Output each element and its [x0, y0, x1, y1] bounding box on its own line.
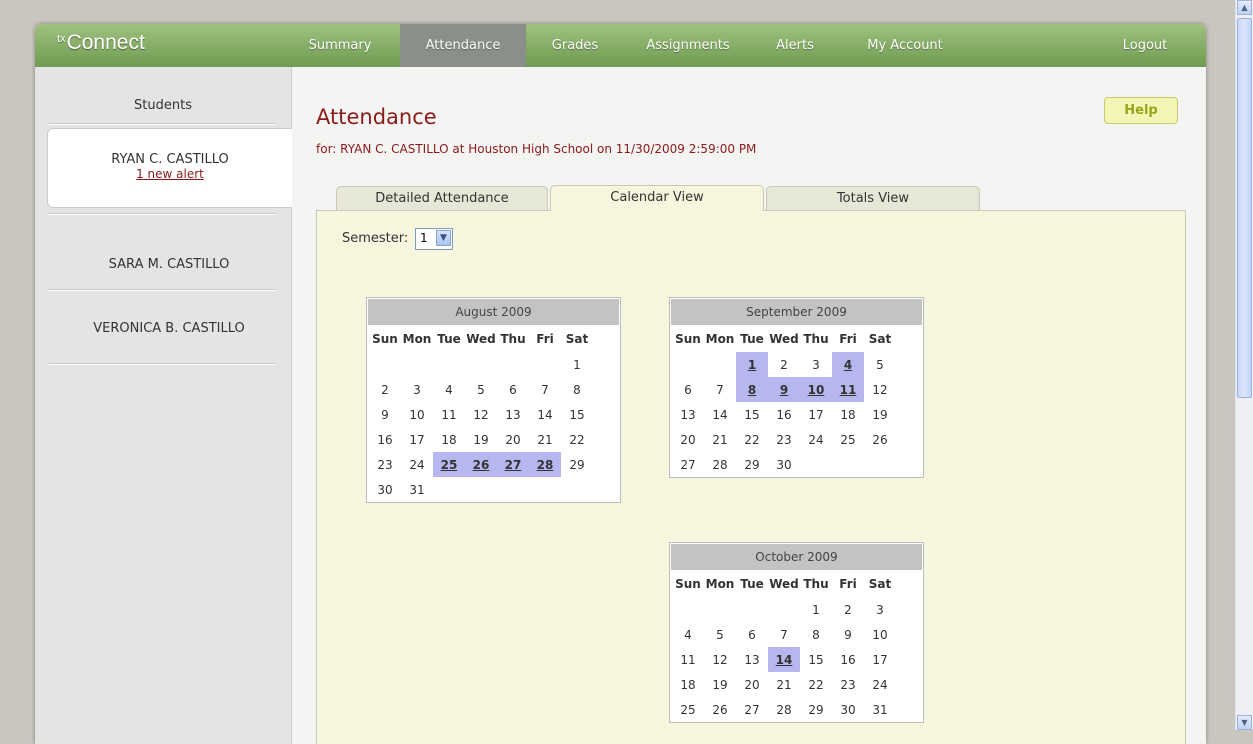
divider [49, 123, 275, 125]
calendar-day [672, 352, 704, 377]
calendar-month-title: September 2009 [671, 299, 922, 325]
calendar-day: 25 [680, 702, 696, 717]
calendar-day: 19 [872, 407, 888, 422]
student-item-veronica[interactable]: VERONICA B. CASTILLO [93, 321, 245, 336]
tab-detailed-attendance[interactable]: Detailed Attendance [336, 186, 548, 210]
weekday-header: Wed [466, 332, 496, 346]
calendar-day: 15 [744, 407, 760, 422]
weekday-header: Fri [839, 332, 857, 346]
calendar-day: 23 [840, 677, 856, 692]
calendar-day: 8 [573, 382, 581, 397]
calendar-day: 22 [569, 432, 585, 447]
absence-day-link[interactable]: 28 [529, 452, 561, 477]
calendar-day: 5 [477, 382, 485, 397]
calendar-day [704, 597, 736, 622]
nav-my-account[interactable]: My Account [867, 38, 943, 53]
calendar-day: 17 [808, 407, 824, 422]
nav-assignments[interactable]: Assignments [646, 38, 730, 53]
weekday-header: Tue [740, 332, 764, 346]
calendar-day [497, 352, 529, 377]
calendar-day [864, 452, 896, 477]
calendar-day: 26 [712, 702, 728, 717]
calendar-day: 11 [680, 652, 696, 667]
new-alert-link[interactable]: 1 new alert [136, 167, 204, 181]
calendar-day: 18 [441, 432, 457, 447]
calendar-month-title: August 2009 [368, 299, 619, 325]
txconnect-logo[interactable] [57, 31, 145, 55]
calendar-day: 19 [712, 677, 728, 692]
absence-day-link[interactable]: 8 [736, 377, 768, 402]
calendar-day [433, 477, 465, 502]
calendar-day: 3 [413, 382, 421, 397]
calendar-day: 4 [684, 627, 692, 642]
chevron-down-icon[interactable]: ▼ [436, 230, 451, 246]
calendar-day: 29 [569, 457, 585, 472]
absence-day-link[interactable]: 26 [465, 452, 497, 477]
calendar-day: 22 [808, 677, 824, 692]
calendar-day: 29 [744, 457, 760, 472]
divider [49, 363, 275, 365]
calendar-day [736, 597, 768, 622]
calendar-day: 20 [680, 432, 696, 447]
semester-value: 1 [420, 231, 428, 245]
calendar-day: 20 [744, 677, 760, 692]
absence-day-link[interactable]: 14 [768, 647, 800, 672]
calendar-day: 2 [780, 357, 788, 372]
calendar-day: 8 [812, 627, 820, 642]
absence-day-link[interactable]: 4 [832, 352, 864, 377]
tab-totals-view[interactable]: Totals View [766, 186, 980, 210]
calendar-day: 16 [377, 432, 393, 447]
calendar-day: 24 [872, 677, 888, 692]
calendar-day [529, 352, 561, 377]
calendar-day: 4 [445, 382, 453, 397]
calendar-day: 5 [876, 357, 884, 372]
absence-day-link[interactable]: 27 [497, 452, 529, 477]
calendar-day [433, 352, 465, 377]
calendar-day [529, 477, 561, 502]
weekday-header: Tue [740, 577, 764, 591]
absence-day-link[interactable]: 25 [433, 452, 465, 477]
logout-link[interactable]: Logout [1122, 38, 1168, 53]
calendar-day: 15 [569, 407, 585, 422]
calendar-day: 30 [377, 482, 393, 497]
weekday-header: Thu [803, 332, 829, 346]
calendar-day: 23 [377, 457, 393, 472]
page-title: Attendance [316, 105, 437, 129]
calendar-day: 21 [537, 432, 553, 447]
calendar-day: 10 [409, 407, 425, 422]
calendar-day: 12 [872, 382, 888, 397]
calendar-day: 3 [876, 602, 884, 617]
scrollbar-thumb[interactable] [1237, 18, 1252, 398]
weekday-header: Sat [868, 577, 892, 591]
calendar-day: 17 [872, 652, 888, 667]
calendar-day: 9 [381, 407, 389, 422]
calendar-day: 3 [812, 357, 820, 372]
month-calendar-october [669, 542, 924, 723]
calendar-day: 12 [473, 407, 489, 422]
calendar-day: 26 [872, 432, 888, 447]
tab-calendar-view[interactable]: Calendar View [550, 185, 764, 211]
student-item-sara[interactable]: SARA M. CASTILLO [108, 257, 230, 272]
calendar-day: 19 [473, 432, 489, 447]
weekday-header: Mon [705, 577, 735, 591]
page-subtitle: for: RYAN C. CASTILLO at Houston High School on 11/30/2009 2:59:00 PM [316, 142, 757, 156]
calendar-day: 28 [712, 457, 728, 472]
absence-day-link[interactable]: 11 [832, 377, 864, 402]
calendar-panel [316, 210, 1186, 744]
calendar-day [832, 452, 864, 477]
weekday-header: Sun [372, 332, 398, 346]
logo-prefix: tx [57, 33, 66, 45]
calendar-day: 5 [716, 627, 724, 642]
scroll-down-icon[interactable]: ▼ [1237, 715, 1252, 730]
student-item-ryan[interactable] [47, 128, 292, 208]
calendar-day: 25 [840, 432, 856, 447]
calendar-day: 13 [505, 407, 521, 422]
calendar-day [672, 597, 704, 622]
logo-text: Connect [66, 31, 145, 54]
calendar-day: 22 [744, 432, 760, 447]
weekday-header: Sat [868, 332, 892, 346]
weekday-header: Sun [675, 577, 701, 591]
calendar-day: 13 [680, 407, 696, 422]
calendar-day [401, 352, 433, 377]
calendar-day: 9 [844, 627, 852, 642]
students-header: Students [134, 98, 192, 113]
calendar-day: 2 [381, 382, 389, 397]
weekday-header: Thu [803, 577, 829, 591]
calendar-day: 30 [776, 457, 792, 472]
calendar-day [768, 597, 800, 622]
calendar-day: 31 [409, 482, 425, 497]
calendar-month-title: October 2009 [671, 544, 922, 570]
calendar-day [704, 352, 736, 377]
calendar-day: 20 [505, 432, 521, 447]
calendar-day [800, 452, 832, 477]
calendar-day: 18 [680, 677, 696, 692]
calendar-day: 23 [776, 432, 792, 447]
top-nav-bar [35, 24, 1206, 67]
calendar-day: 28 [776, 702, 792, 717]
weekday-header: Sat [565, 332, 589, 346]
calendar-day: 27 [744, 702, 760, 717]
scroll-up-icon[interactable]: ▲ [1237, 0, 1252, 15]
weekday-header: Tue [437, 332, 461, 346]
nav-alerts[interactable]: Alerts [776, 38, 814, 53]
calendar-day: 7 [541, 382, 549, 397]
weekday-header: Sun [675, 332, 701, 346]
calendar-day [561, 477, 593, 502]
weekday-header: Fri [839, 577, 857, 591]
weekday-header: Thu [500, 332, 526, 346]
calendar-day: 1 [812, 602, 820, 617]
calendar-day: 16 [840, 652, 856, 667]
calendar-day: 31 [872, 702, 888, 717]
calendar-day: 6 [684, 382, 692, 397]
calendar-day: 12 [712, 652, 728, 667]
calendar-day [497, 477, 529, 502]
calendar-day: 11 [441, 407, 457, 422]
nav-grades[interactable]: Grades [551, 38, 599, 53]
main-content [292, 67, 1206, 744]
calendar-day: 7 [780, 627, 788, 642]
semester-select[interactable] [415, 228, 453, 250]
calendar-day: 1 [573, 357, 581, 372]
nav-summary[interactable]: Summary [308, 38, 372, 53]
calendar-day: 6 [748, 627, 756, 642]
month-calendar-september [669, 297, 924, 478]
absence-day-link[interactable]: 1 [736, 352, 768, 377]
divider [49, 289, 275, 291]
calendar-day: 14 [537, 407, 553, 422]
help-button[interactable]: Help [1104, 97, 1178, 124]
student-sidebar [35, 67, 292, 744]
calendar-day [465, 477, 497, 502]
calendar-day: 29 [808, 702, 824, 717]
calendar-day: 2 [844, 602, 852, 617]
absence-day-link[interactable]: 9 [768, 377, 800, 402]
calendar-day: 15 [808, 652, 824, 667]
vertical-scrollbar[interactable] [1235, 0, 1253, 730]
absence-day-link[interactable]: 10 [800, 377, 832, 402]
divider [49, 213, 275, 215]
calendar-day: 16 [776, 407, 792, 422]
semester-label: Semester: [342, 231, 409, 246]
calendar-day: 13 [744, 652, 760, 667]
calendar-day: 6 [509, 382, 517, 397]
calendar-day: 7 [716, 382, 724, 397]
calendar-day [369, 352, 401, 377]
calendar-day: 17 [409, 432, 425, 447]
calendar-day: 21 [712, 432, 728, 447]
calendar-day: 21 [776, 677, 792, 692]
calendar-day: 24 [409, 457, 425, 472]
weekday-header: Wed [769, 577, 799, 591]
calendar-day: 24 [808, 432, 824, 447]
calendar-day: 30 [840, 702, 856, 717]
month-calendar-august [366, 297, 621, 503]
nav-attendance[interactable]: Attendance [400, 24, 526, 67]
calendar-day [465, 352, 497, 377]
app-window [35, 24, 1206, 744]
calendar-day: 18 [840, 407, 856, 422]
calendar-day: 27 [680, 457, 696, 472]
student-name: RYAN C. CASTILLO [111, 152, 229, 167]
weekday-header: Mon [402, 332, 432, 346]
weekday-header: Fri [536, 332, 554, 346]
weekday-header: Wed [769, 332, 799, 346]
calendar-day: 10 [872, 627, 888, 642]
calendar-day: 14 [712, 407, 728, 422]
weekday-header: Mon [705, 332, 735, 346]
